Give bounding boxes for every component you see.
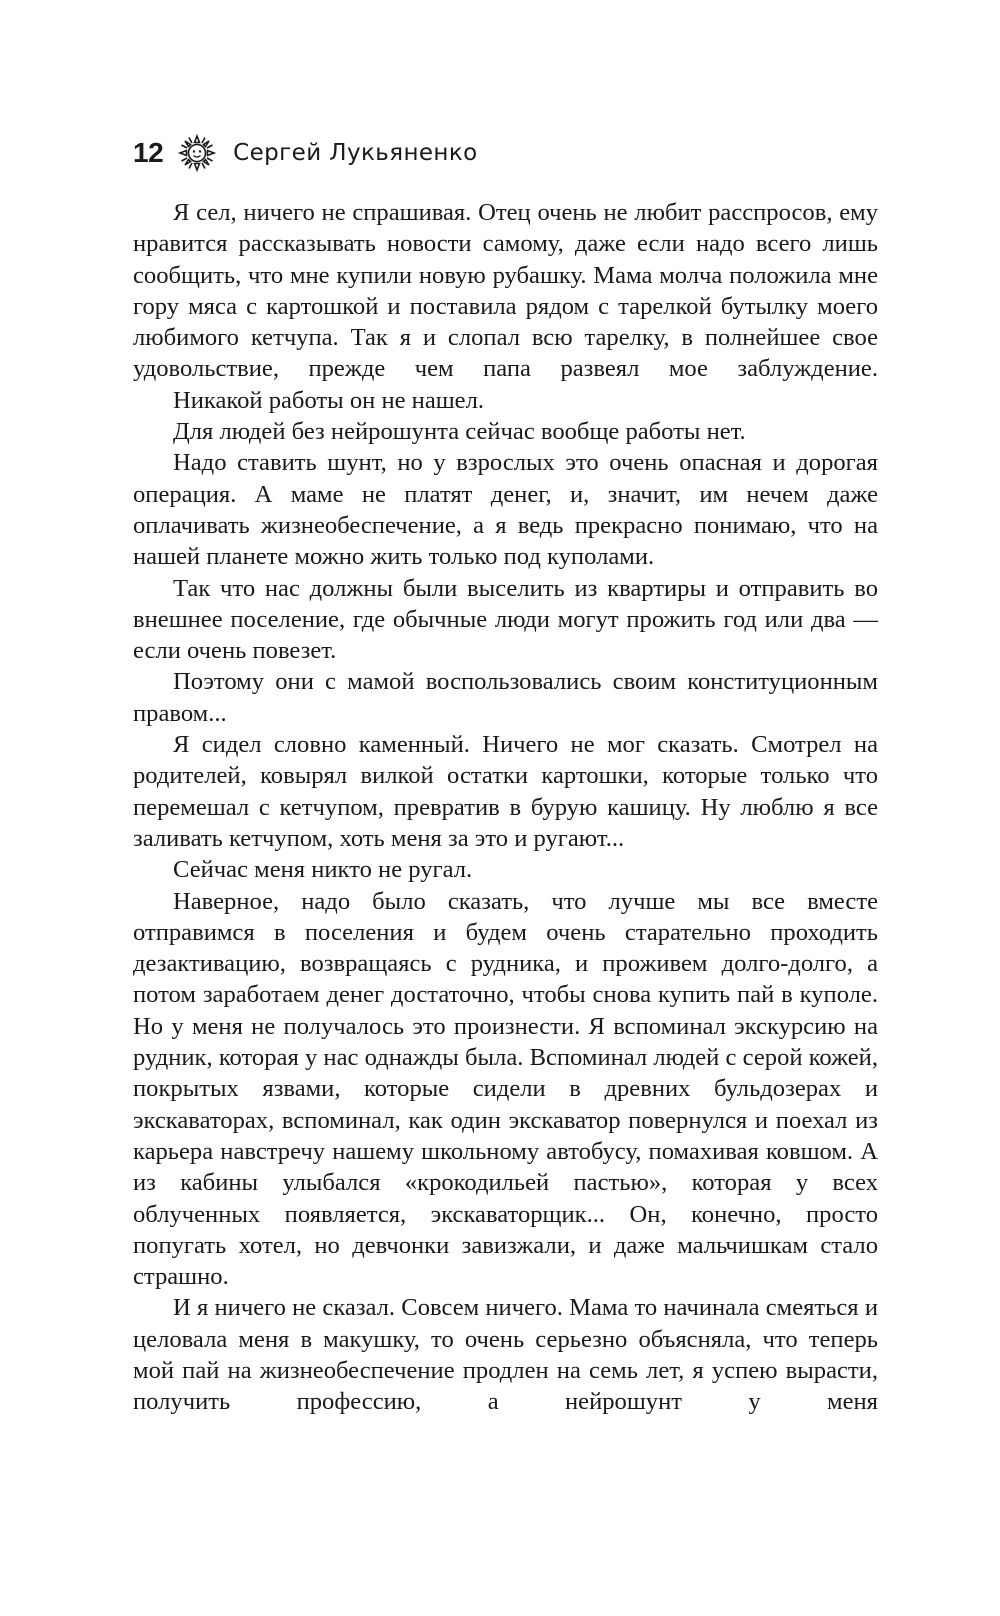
page-number: 12 (133, 137, 164, 168)
running-head-author: Сергей Лукьяненко (233, 140, 478, 166)
page-header (133, 133, 478, 173)
paragraph: И я ничего не сказал. Совсем ничего. Мама то начинала смеяться и целовала меня в макушку, то очень серьезно объясняла, что теперь мой пай на жизнеобеспечение продлен на семь лет, я успею вырасти, получить профессию, а нейрошунт у меня (133, 1294, 878, 1416)
paragraph: Надо ставить шунт, но у взрослых это очень опасная и дорогая операция. А маме не платят денег, и, значит, им нечем даже оплачивать жизнеобеспечение, а я ведь прекрасно понимаю, что на нашей планете можно жить только под куполами. (133, 449, 878, 571)
sun-ornament-icon (177, 133, 217, 173)
paragraph: Так что нас должны были выселить из квартиры и отправить во внешнее поселение, где обычные люди могут прожить год или два — если очень повезет. (133, 574, 878, 665)
paragraph: Для людей без нейрошунта сейчас вообще работы нет. (173, 418, 746, 446)
body-text (133, 197, 878, 1418)
paragraph: Я сидел словно каменный. Ничего не мог сказать. Смотрел на родителей, ковырял вилкой остатки картошки, которые только что перемешал с кетчупом, превратив в бурую кашицу. Ну люблю я все заливать кетчупом, хоть меня за это и ругают... (133, 731, 878, 852)
paragraph: Сейчас меня никто не ругал. (173, 856, 473, 884)
paragraph: Наверное, надо было сказать, что лучше мы все вместе отправимся в поселения и будем очень старательно проходить дезактивацию, возвращаясь с рудника, и проживем долго-долго, а потом заработаем денег достаточно, чтобы снова купить пай в куполе. Но у меня не получалось это произнести. Я вспоминал экскурсию на рудник, которая у нас однажды была. Вспоминал людей с серой кожей, покрытых язвами, которые сидели в древних бульдозерах и экскаваторах, вспоминал, как один экскаватор повернулся и поехал из карьера навстречу нашему школьному автобусу, помахивая ковшом. А из кабины улыбался «крокодильей пастью», которая у всех облученных появляется, экскаваторщик... Он, конечно, просто попугать хотел, но девчонки завизжали, и даже мальчишкам стало страшно. (133, 887, 878, 1291)
paragraph: Поэтому они с мамой воспользовались своим конституционным правом... (133, 668, 878, 727)
paragraph: Никакой работы он не нашел. (173, 386, 485, 414)
paragraph: Я сел, ничего не спрашивая. Отец очень не любит расспросов, ему нравится рассказывать новости самому, даже если надо всего лишь сообщить, что мне купили новую рубашку. Мама молча положила мне гору мяса с картошкой и поставила рядом с тарелкой бутылку моего любимого кетчупа. Так я и слопал всю тарелку, в полнейшее свое удовольствие, прежде чем папа развеял мое заблуждение. (133, 199, 878, 383)
